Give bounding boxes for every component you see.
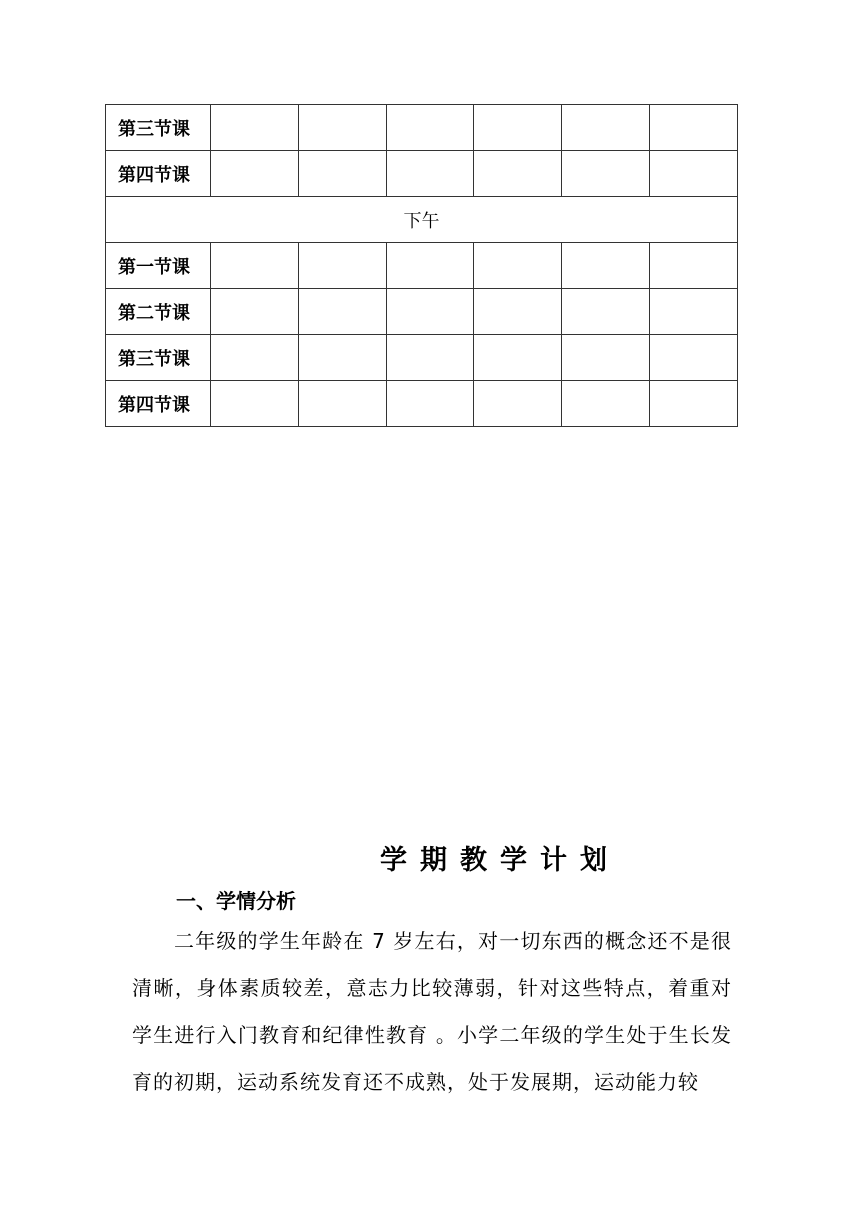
table-cell [650, 335, 738, 381]
table-cell [298, 151, 386, 197]
table-cell [386, 243, 474, 289]
table-cell [650, 151, 738, 197]
table-cell [386, 335, 474, 381]
table-cell [386, 105, 474, 151]
table-cell [650, 243, 738, 289]
table-cell [562, 243, 650, 289]
table-cell [474, 335, 562, 381]
period-label: 第四节课 [106, 381, 211, 427]
table-cell [474, 381, 562, 427]
period-label: 第三节课 [106, 335, 211, 381]
table-cell [211, 381, 299, 427]
table-cell [298, 335, 386, 381]
table-cell [298, 289, 386, 335]
table-cell [474, 243, 562, 289]
period-label: 第二节课 [106, 289, 211, 335]
table-cell [211, 243, 299, 289]
table-cell [211, 335, 299, 381]
table-row [106, 197, 738, 243]
table-cell [474, 105, 562, 151]
document-title: 学期教学计划 [380, 845, 620, 876]
section-paragraph: 二年级的学生年龄在 7 岁左右，对一切东西的概念还不是很清晰，身体素质较差，意志力比较薄弱，针对这些特点，着重对学生进行入门教育和纪律性教育 。小学二年级的学生处于生长发育的初期，运动系统发育还不成熟，处于发展期，运动能力较 [132, 929, 732, 1094]
table-row [106, 151, 738, 197]
table-cell [474, 151, 562, 197]
table-cell [650, 105, 738, 151]
table-cell [562, 289, 650, 335]
table-cell [298, 381, 386, 427]
table-row [106, 243, 738, 289]
period-label: 第四节课 [106, 151, 211, 197]
table-cell [474, 289, 562, 335]
table-cell [562, 335, 650, 381]
period-label: 第一节课 [106, 243, 211, 289]
table-cell [298, 105, 386, 151]
afternoon-section-label: 下午 [106, 197, 738, 243]
timetable [105, 104, 738, 427]
table-cell [386, 151, 474, 197]
table-row [106, 335, 738, 381]
period-label: 第三节课 [106, 105, 211, 151]
table-cell [211, 151, 299, 197]
table-cell [650, 381, 738, 427]
table-cell [211, 105, 299, 151]
table-cell [562, 381, 650, 427]
table-row [106, 289, 738, 335]
table-row [106, 381, 738, 427]
table-cell [386, 381, 474, 427]
table-cell [650, 289, 738, 335]
table-cell [211, 289, 299, 335]
table-cell [386, 289, 474, 335]
section-heading: 一、学情分析 [176, 889, 296, 913]
table-cell [298, 243, 386, 289]
table-cell [562, 105, 650, 151]
table-row [106, 105, 738, 151]
table-cell [562, 151, 650, 197]
